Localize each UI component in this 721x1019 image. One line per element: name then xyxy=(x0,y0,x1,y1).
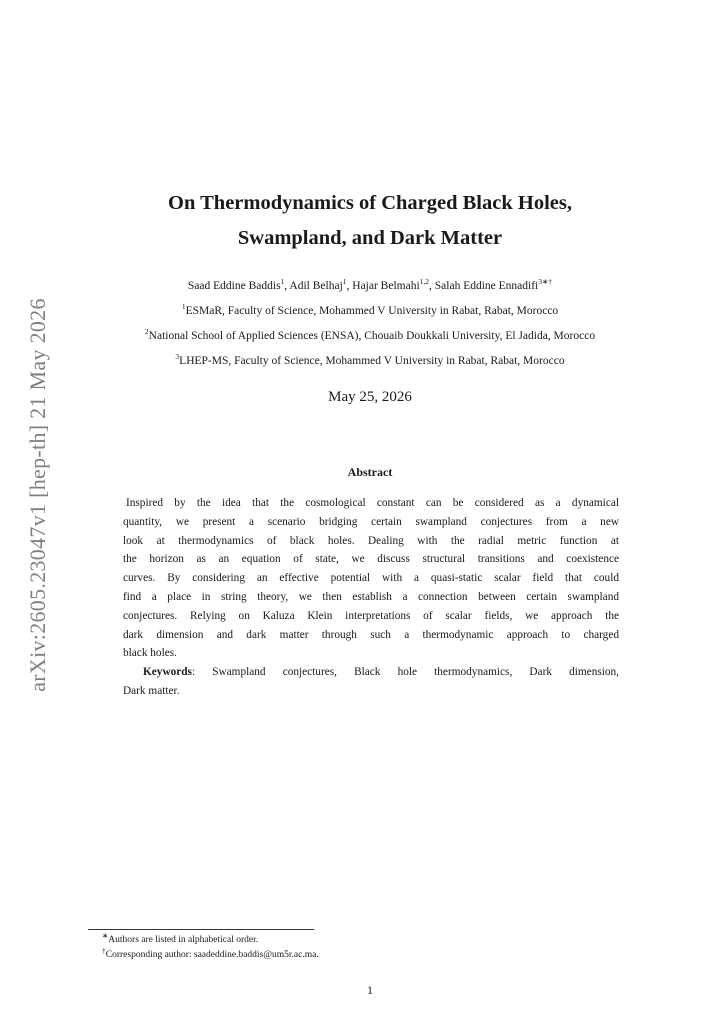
paper-date: May 25, 2026 xyxy=(328,389,412,405)
keywords-line xyxy=(123,663,619,682)
affiliation xyxy=(80,353,660,378)
abstract-line: black holes. xyxy=(123,647,177,660)
author-affil-mark: 1 xyxy=(342,277,347,287)
affil-mark: 1 xyxy=(181,302,186,312)
footnote-text: Corresponding author: saadeddine.baddis@um5r.ac.ma. xyxy=(105,950,319,960)
abstract-line: Inspired by the idea that the cosmological constant can be considered as a dynamical xyxy=(126,497,619,509)
page-number: 1 xyxy=(367,983,373,997)
title-line-1: On Thermodynamics of Charged Black Holes, xyxy=(168,192,572,214)
affiliation xyxy=(80,328,660,353)
footnote-text: Authors are listed in alphabetical order. xyxy=(108,935,259,945)
arxiv-stamp xyxy=(8,290,68,700)
abstract-body xyxy=(123,494,619,701)
footnote-mark: ∗ xyxy=(102,930,109,940)
author-name: Saad Eddine Baddis xyxy=(187,280,281,292)
abstract-line: conjectures. Relying on Kaluza Klein interpretations of scalar fields, we approach the xyxy=(123,609,619,622)
abstract-line: curves. By considering an effective potential with a quasi-static scalar field that could xyxy=(123,572,619,585)
author-affil-mark: 3∗† xyxy=(538,277,553,287)
abstract-line: look at thermodynamics of black holes. Dealing with the radial metric function at xyxy=(123,534,619,547)
author-affil-mark: 1 xyxy=(280,277,285,287)
author-block xyxy=(80,278,660,378)
abstract-heading: Abstract xyxy=(347,465,393,479)
affiliation-text: National School of Applied Sciences (ENSA), Chouaib Doukkali University, El Jadida, Morocco xyxy=(148,330,596,342)
author-list: Saad Eddine Baddis$^1$, Adil Belhaj$^1$, Hajar Belmahi$^{1,2}$, Salah Eddine Ennadifi$^{3∗\dagger}$ xyxy=(187,277,553,292)
author-affil-mark: 1,2 xyxy=(419,277,430,287)
footnote-mark: † xyxy=(102,945,106,955)
abstract-line: dark dimension and dark matter through such a thermodynamic approach to charged xyxy=(123,628,619,641)
affiliation-text: ESMaR, Faculty of Science, Mohammed V University in Rabat, Rabat, Morocco xyxy=(185,305,559,317)
author-name: Hajar Belmahi xyxy=(352,280,420,292)
footnotes xyxy=(102,930,319,963)
paper-title xyxy=(90,186,650,256)
footnote-rule xyxy=(88,929,314,930)
keywords-line: Dark matter. xyxy=(123,684,180,697)
arxiv-id: arXiv:2605.23047v1 [hep-th] 21 May 2026 xyxy=(25,298,50,692)
author-name: Salah Eddine Ennadifi xyxy=(434,280,539,292)
abstract-line: the horizon as an equation of state, we discuss structural transitions and coexistence xyxy=(123,553,619,566)
title-line-2: Swampland, and Dark Matter xyxy=(237,227,503,249)
affil-mark: 3 xyxy=(175,352,180,362)
keywords-label: Keywords xyxy=(143,666,192,679)
affiliation xyxy=(80,303,660,328)
abstract-line: quantity, we present a scenario bridging certain swampland conjectures from a new xyxy=(123,515,619,528)
footnote xyxy=(102,930,319,948)
affiliation-text: LHEP-MS, Faculty of Science, Mohammed V University in Rabat, Rabat, Morocco xyxy=(179,355,565,367)
footnote xyxy=(102,945,319,963)
abstract-line: find a place in string theory, we then establish a connection between certain swampland xyxy=(123,590,619,603)
affil-mark: 2 xyxy=(144,327,149,337)
keywords-text: : Swampland conjectures, Black hole thermodynamics, Dark dimension, xyxy=(191,666,619,679)
author-name: Adil Belhaj xyxy=(289,280,343,292)
